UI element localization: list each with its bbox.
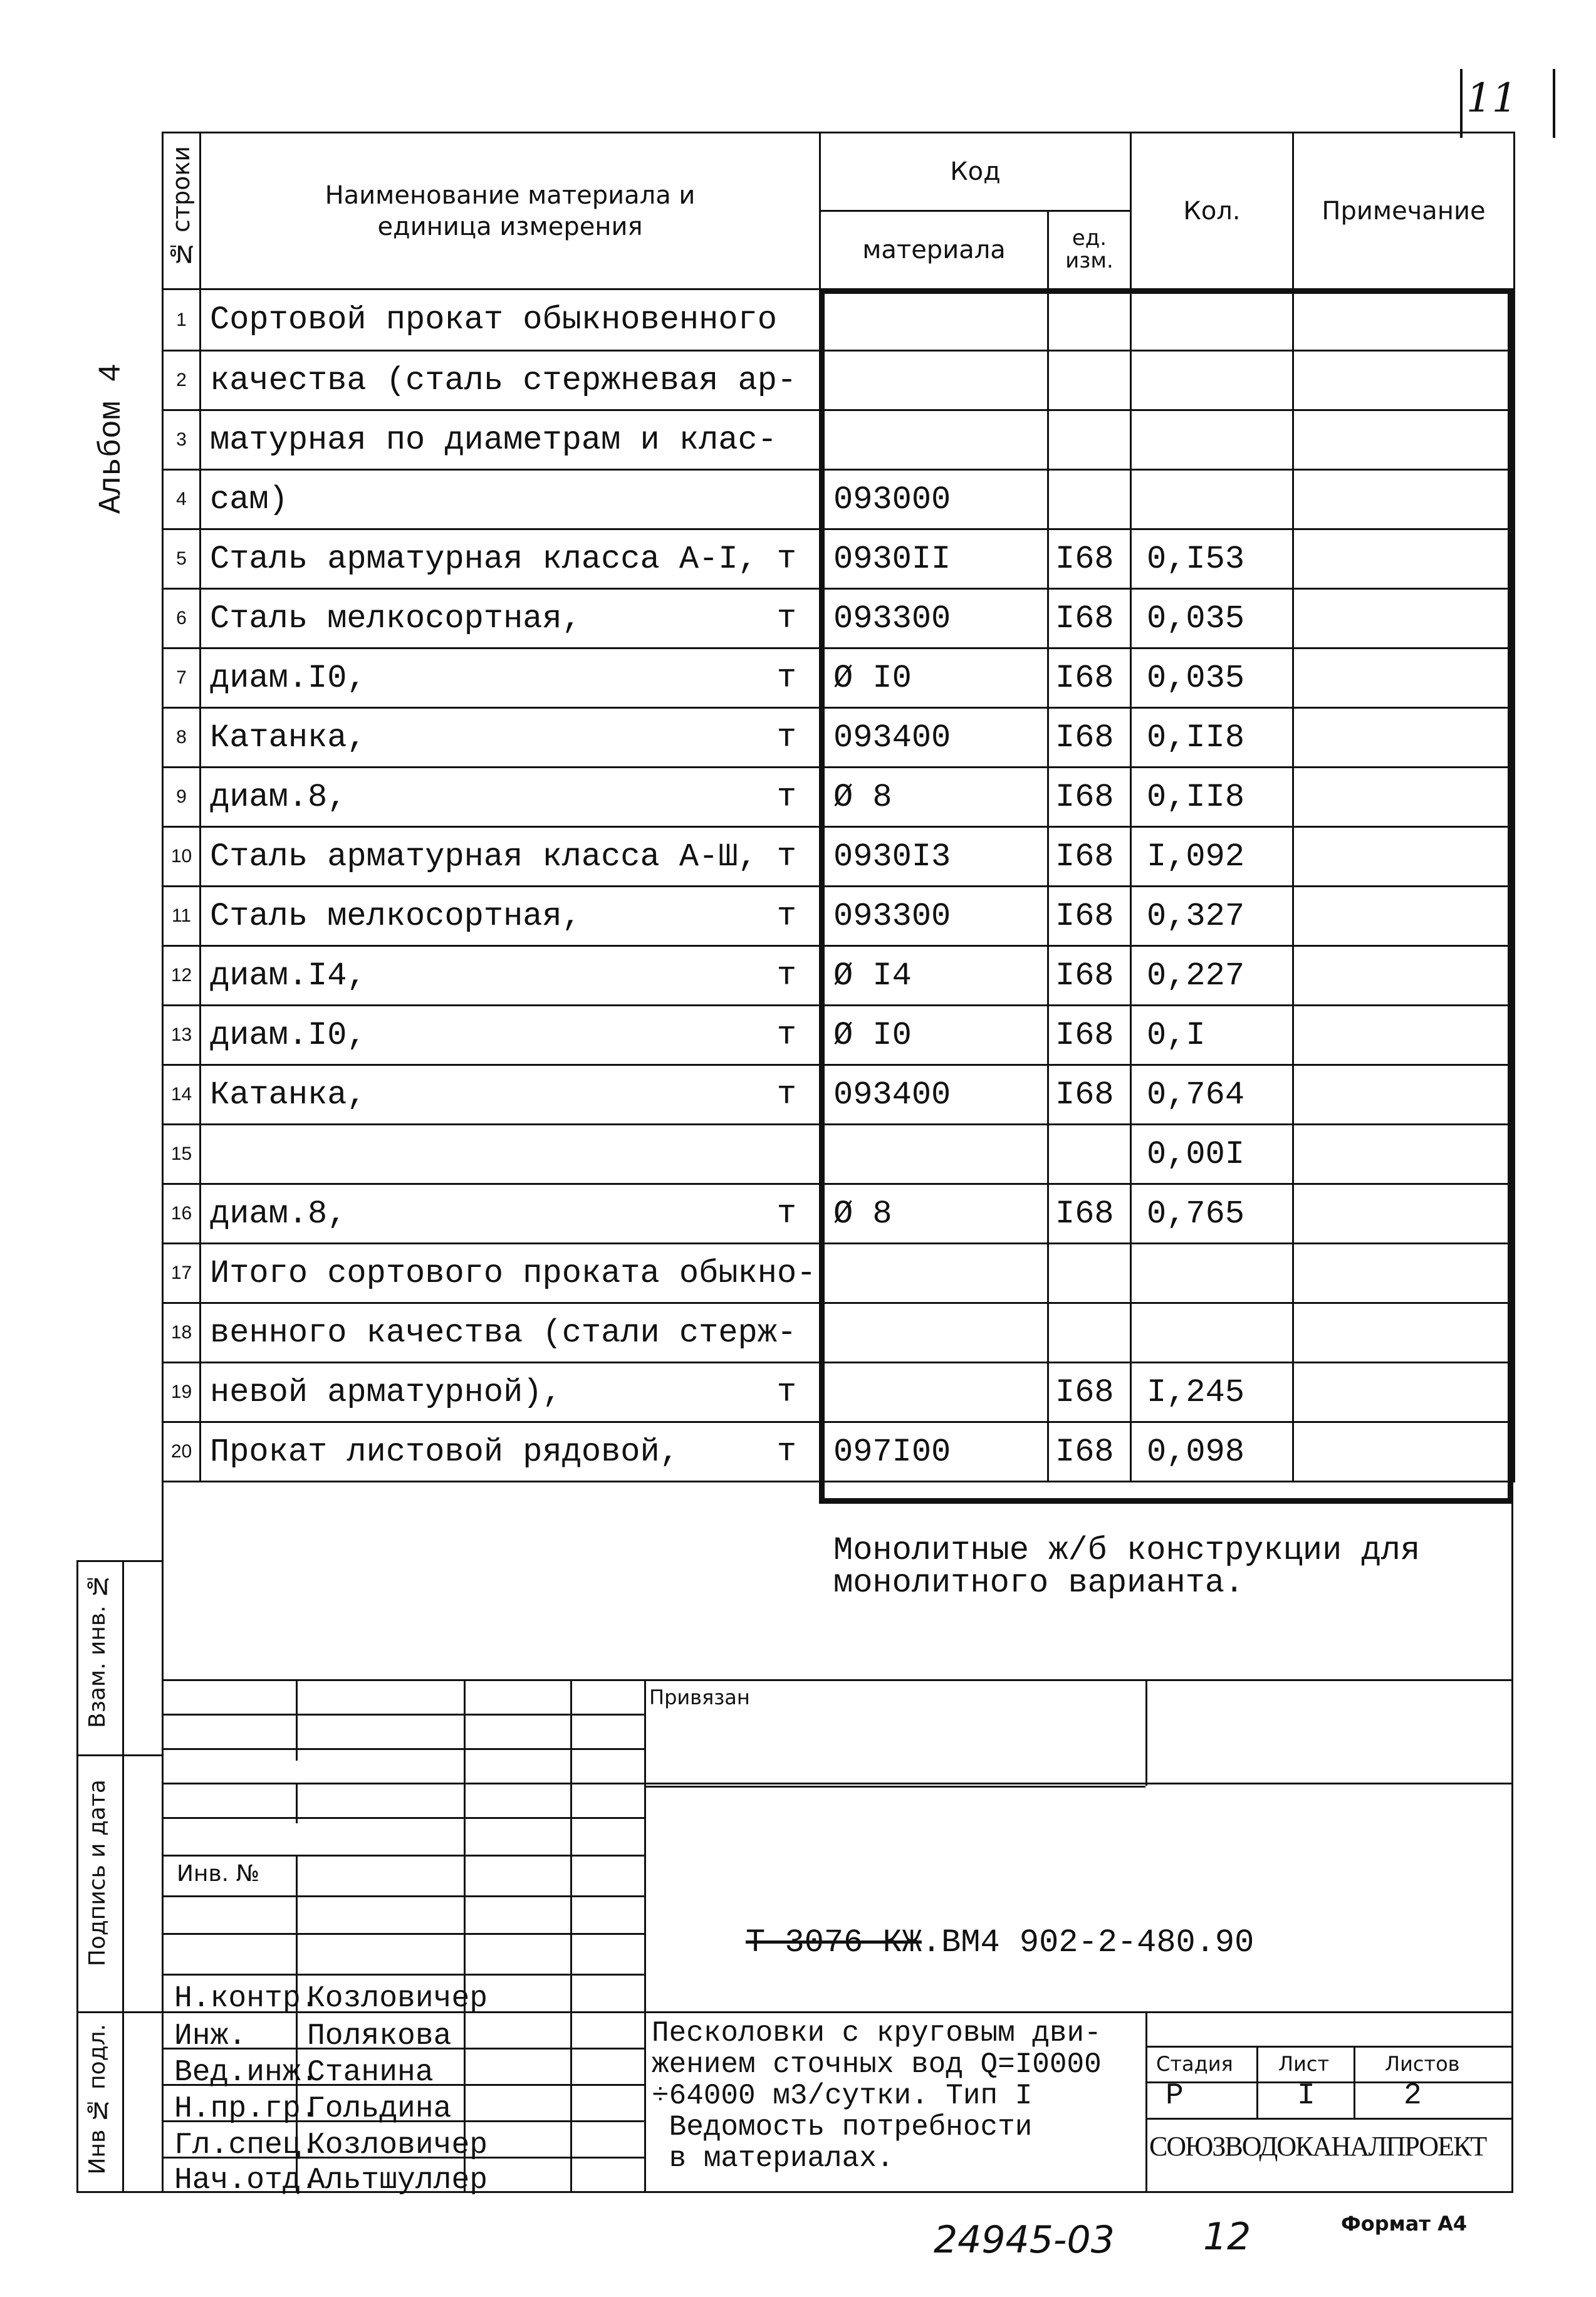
signer-name: Станина <box>307 2056 434 2090</box>
organization-name: СОЮЗВОДОКАНАЛПРОЕКТ <box>1149 2131 1486 2162</box>
stamp-v1 <box>296 1679 298 1761</box>
quantity: 0,327 <box>1131 887 1293 946</box>
signer-role: Нач.отд. <box>174 2164 319 2197</box>
material-name-text: Сталь мелкосортная, <box>210 897 582 935</box>
material-code: Ø I0 <box>820 648 1048 708</box>
unit-code <box>1048 410 1131 470</box>
stamp-title-line: ÷64000 м3/сутки. Тип I <box>652 2080 1033 2112</box>
sheets-label: Листов <box>1385 2052 1460 2076</box>
table-row <box>163 708 1515 768</box>
quantity <box>1131 351 1293 410</box>
bottom-handwritten-number: 24945-03 <box>934 2218 1115 2262</box>
unit-code <box>1048 1125 1131 1184</box>
margin-inner <box>122 1560 124 2193</box>
table-row <box>163 1184 1515 1244</box>
corner-divider <box>1460 69 1463 138</box>
stamp-v-stage-1 <box>1256 2046 1258 2118</box>
stamp-line-top <box>162 1679 1513 1681</box>
page-left-border <box>162 288 164 2193</box>
material-code: 093300 <box>820 887 1048 946</box>
stamp-v1b <box>296 1783 298 1823</box>
material-unit: т <box>776 778 796 816</box>
material-name <box>201 1422 820 1482</box>
quantity: I,245 <box>1131 1363 1293 1422</box>
table-row <box>163 1363 1515 1422</box>
stamp-line-stage-mid <box>1147 2081 1513 2083</box>
stamp-line-stage-top <box>1147 2046 1513 2048</box>
unit-code: I68 <box>1048 946 1131 1006</box>
quantity: 0,764 <box>1131 1065 1293 1125</box>
note-cell <box>1293 289 1515 351</box>
row-number: 2 <box>163 351 201 410</box>
table-row <box>163 1422 1515 1482</box>
material-name-text: Катанка, <box>210 1076 367 1113</box>
row-number: 19 <box>163 1363 201 1422</box>
table-row <box>163 410 1515 470</box>
stamp-v-stage-2 <box>1353 2046 1355 2118</box>
note-cell <box>1293 887 1515 946</box>
note-cell <box>1293 1184 1515 1244</box>
stamp-v-stage-left <box>1145 2011 1147 2193</box>
note-cell <box>1293 768 1515 827</box>
material-name <box>201 351 820 410</box>
material-code <box>820 289 1048 351</box>
privyazan-label: Привязан <box>649 1685 750 1709</box>
material-unit: т <box>776 1373 796 1411</box>
note-cell <box>1293 648 1515 708</box>
material-code: Ø 8 <box>820 1184 1048 1244</box>
note-line-2: монолитного варианта. <box>833 1565 1244 1602</box>
unit-code <box>1048 470 1131 529</box>
signer-name: Полякова <box>307 2019 452 2053</box>
note-cell <box>1293 351 1515 410</box>
inv-no-label: Инв. № <box>177 1861 260 1887</box>
quantity <box>1131 1303 1293 1363</box>
material-name-text: матурная по диаметрам и клас- <box>210 421 777 459</box>
quantity: 0,I <box>1131 1006 1293 1065</box>
stamp-title-line: Песколовки с круговым дви- <box>652 2017 1102 2050</box>
note-cell <box>1293 1303 1515 1363</box>
sheet-value: I <box>1297 2079 1315 2113</box>
signer-role: Инж. <box>174 2019 247 2053</box>
material-name-text: Сталь мелкосортная, <box>210 600 582 637</box>
note-cell <box>1293 1006 1515 1065</box>
table-row <box>163 289 1515 351</box>
table-row <box>163 768 1515 827</box>
material-code <box>820 351 1048 410</box>
row-number: 5 <box>163 529 201 589</box>
header-code: Код <box>820 133 1131 211</box>
material-name <box>201 1184 820 1244</box>
material-unit: т <box>776 1195 796 1232</box>
quantity: 0,035 <box>1131 648 1293 708</box>
row-number: 1 <box>163 289 201 351</box>
margin-podpis-label: Подпись и дата <box>85 1779 110 1967</box>
header-note: Примечание <box>1293 133 1515 289</box>
unit-code: I68 <box>1048 1363 1131 1422</box>
margin-top <box>76 1560 163 1562</box>
signer-role: Н.пр.гр. <box>174 2092 319 2126</box>
material-name-text: диам.I0, <box>210 659 367 697</box>
material-code: 093400 <box>820 708 1048 768</box>
format-label: Формат А4 <box>1341 2212 1468 2236</box>
material-name <box>201 1065 820 1125</box>
sheets-value: 2 <box>1404 2079 1422 2113</box>
material-name <box>201 648 820 708</box>
material-code <box>820 1303 1048 1363</box>
corner-sheet-number: 11 <box>1466 75 1518 122</box>
unit-code: I68 <box>1048 708 1131 768</box>
document-code <box>746 1924 1254 1961</box>
quantity <box>1131 410 1293 470</box>
material-unit: т <box>776 1433 796 1471</box>
material-unit: т <box>776 1076 796 1113</box>
header-name: Наименование материала и единица измерения <box>201 133 820 289</box>
material-name-text: качества (сталь стержневая ар- <box>210 362 797 399</box>
materials-table <box>162 132 1515 1482</box>
material-unit: т <box>776 957 796 994</box>
row-number: 10 <box>163 827 201 887</box>
signer-role: Н.контр. <box>174 1982 319 2016</box>
stamp-v2 <box>464 1679 466 2193</box>
stage-label: Стадия <box>1156 2052 1233 2076</box>
material-name-text: Сталь арматурная класса А-Ш, <box>210 838 758 875</box>
stamp-v4 <box>644 1679 646 2193</box>
material-name-text: диам.8, <box>210 778 347 816</box>
signer-name: Гольдина <box>307 2092 452 2126</box>
header-code-material: материала <box>820 211 1048 289</box>
material-code: Ø I0 <box>820 1006 1048 1065</box>
signer-role: Вед.инж. <box>174 2056 319 2090</box>
row-number: 20 <box>163 1422 201 1482</box>
table-row <box>163 648 1515 708</box>
material-name-text: диам.I4, <box>210 957 367 994</box>
unit-code: I68 <box>1048 887 1131 946</box>
note-cell <box>1293 1125 1515 1184</box>
quantity: 0,II8 <box>1131 708 1293 768</box>
note-cell <box>1293 1065 1515 1125</box>
signer-role: Гл.спец. <box>174 2128 319 2162</box>
row-number: 6 <box>163 589 201 648</box>
material-name <box>201 470 820 529</box>
header-code-unit: ед. изм. <box>1048 211 1131 289</box>
row-number: 18 <box>163 1303 201 1363</box>
table-row <box>163 946 1515 1006</box>
margin-vzam-label: Взам. инв. № <box>85 1573 110 1728</box>
table-row <box>163 887 1515 946</box>
material-name <box>201 946 820 1006</box>
stamp-title-line: жением сточных вод Q=I0000 <box>652 2048 1102 2081</box>
material-unit: т <box>776 600 796 637</box>
margin-sep-1 <box>76 1754 163 1756</box>
row-number: 15 <box>163 1125 201 1184</box>
row-number: 9 <box>163 768 201 827</box>
note-cell <box>1293 1422 1515 1482</box>
unit-code: I68 <box>1048 1184 1131 1244</box>
material-name <box>201 1303 820 1363</box>
material-name-text: диам.I0, <box>210 1016 367 1054</box>
unit-code <box>1048 289 1131 351</box>
material-name-text: Итого сортового проката обыкно- <box>210 1254 816 1292</box>
note-cell <box>1293 946 1515 1006</box>
page-right-border <box>1511 1504 1513 2193</box>
corner-divider-right <box>1553 69 1555 138</box>
stamp-title-line: Ведомость потребности <box>652 2111 1033 2143</box>
quantity: 0,I53 <box>1131 529 1293 589</box>
material-name <box>201 289 820 351</box>
unit-code: I68 <box>1048 768 1131 827</box>
note-cell <box>1293 410 1515 470</box>
material-name-text: диам.8, <box>210 1195 347 1232</box>
material-name-text: Катанка, <box>210 719 367 756</box>
signer-name: Козловичер <box>307 2128 488 2162</box>
material-code: Ø I4 <box>820 946 1048 1006</box>
row-number: 7 <box>163 648 201 708</box>
unit-code: I68 <box>1048 1422 1131 1482</box>
material-name <box>201 529 820 589</box>
material-unit: т <box>776 838 796 875</box>
margin-inv-podl-label: Инв № подл. <box>85 2024 110 2175</box>
margin-sep-2 <box>76 2011 163 2013</box>
margin-bottom <box>76 2191 163 2193</box>
quantity <box>1131 289 1293 351</box>
unit-code <box>1048 351 1131 410</box>
note-cell <box>1293 589 1515 648</box>
table-row <box>163 1125 1515 1184</box>
material-name <box>201 827 820 887</box>
quantity: 0,227 <box>1131 946 1293 1006</box>
quantity: 0,II8 <box>1131 768 1293 827</box>
sheet-label: Лист <box>1278 2052 1330 2076</box>
stamp-v-privyazan <box>1145 1679 1147 1786</box>
material-name <box>201 887 820 946</box>
table-row <box>163 1303 1515 1363</box>
stamp-title-line: в материалах. <box>652 2142 894 2175</box>
table-row <box>163 827 1515 887</box>
material-unit: т <box>776 540 796 578</box>
stamp-line-org <box>1147 2118 1513 2120</box>
note-cell <box>1293 827 1515 887</box>
quantity: 0,00I <box>1131 1125 1293 1184</box>
material-name-text: Прокат листовой рядовой, <box>210 1433 679 1471</box>
bottom-page-number: 12 <box>1203 2215 1251 2259</box>
signer-name: Козловичер <box>307 1982 488 2016</box>
quantity <box>1131 1244 1293 1303</box>
note-cell <box>1293 708 1515 768</box>
table-row <box>163 1006 1515 1065</box>
material-code: 0930II <box>820 529 1048 589</box>
unit-code <box>1048 1244 1131 1303</box>
row-number: 17 <box>163 1244 201 1303</box>
row-number: 3 <box>163 410 201 470</box>
quantity: 0,098 <box>1131 1422 1293 1482</box>
note-cell <box>1293 470 1515 529</box>
material-name <box>201 1006 820 1065</box>
table-row <box>163 470 1515 529</box>
signer-name: Альтшуллер <box>307 2164 488 2197</box>
unit-code <box>1048 1303 1131 1363</box>
table-row <box>163 1065 1515 1125</box>
material-code: Ø 8 <box>820 768 1048 827</box>
material-unit: т <box>776 1016 796 1054</box>
material-name <box>201 1363 820 1422</box>
unit-code: I68 <box>1048 1065 1131 1125</box>
album-label: Альбом 4 <box>94 363 130 514</box>
row-number: 4 <box>163 470 201 529</box>
material-name <box>201 708 820 768</box>
material-unit: т <box>776 659 796 697</box>
material-code: 0930I3 <box>820 827 1048 887</box>
material-name-text: Сталь арматурная класса А-I, <box>210 540 758 578</box>
material-name <box>201 589 820 648</box>
margin-outer <box>76 1560 78 2193</box>
stamp-v3 <box>570 1679 572 2193</box>
stage-value: Р <box>1166 2079 1184 2113</box>
row-number: 8 <box>163 708 201 768</box>
material-name-text: Сортовой прокат обыкновенного <box>210 301 777 338</box>
material-name <box>201 410 820 470</box>
material-code <box>820 1244 1048 1303</box>
material-code: 093400 <box>820 1065 1048 1125</box>
material-unit: т <box>776 897 796 935</box>
row-number: 13 <box>163 1006 201 1065</box>
stamp-line-mid <box>162 1783 1513 1784</box>
unit-code: I68 <box>1048 529 1131 589</box>
material-code: 093300 <box>820 589 1048 648</box>
material-name <box>201 1125 820 1184</box>
note-cell <box>1293 1363 1515 1422</box>
unit-code: I68 <box>1048 1006 1131 1065</box>
document-code-main: .ВМ4 902-2-480.90 <box>921 1924 1254 1961</box>
row-number: 14 <box>163 1065 201 1125</box>
header-qty: Кол. <box>1131 133 1293 289</box>
quantity: I,092 <box>1131 827 1293 887</box>
row-number: 16 <box>163 1184 201 1244</box>
unit-code: I68 <box>1048 589 1131 648</box>
note-line-1: Монолитные ж/б конструкции для <box>833 1532 1421 1569</box>
material-code <box>820 1125 1048 1184</box>
note-cell <box>1293 529 1515 589</box>
material-code: 097I00 <box>820 1422 1048 1482</box>
quantity: 0,035 <box>1131 589 1293 648</box>
material-code <box>820 410 1048 470</box>
material-name <box>201 768 820 827</box>
table-row <box>163 351 1515 410</box>
material-name <box>201 1244 820 1303</box>
stamp-line-privyazan-bottom <box>644 1786 1145 1788</box>
note-cell <box>1293 1244 1515 1303</box>
unit-code: I68 <box>1048 827 1131 887</box>
header-row-no: № строки <box>163 133 201 289</box>
material-name-text: сам) <box>210 481 288 518</box>
table-row <box>163 589 1515 648</box>
quantity: 0,765 <box>1131 1184 1293 1244</box>
material-code <box>820 1363 1048 1422</box>
table-row <box>163 1244 1515 1303</box>
row-number: 11 <box>163 887 201 946</box>
quantity <box>1131 470 1293 529</box>
material-name-text: невой арматурной), <box>210 1373 562 1411</box>
document-code-struck: Т-3076-КЖ <box>746 1924 922 1961</box>
material-unit: т <box>776 719 796 756</box>
unit-code: I68 <box>1048 648 1131 708</box>
table-row <box>163 529 1515 589</box>
material-code: 093000 <box>820 470 1048 529</box>
material-name-text: венного качества (стали стерж- <box>210 1314 797 1352</box>
row-number: 12 <box>163 946 201 1006</box>
